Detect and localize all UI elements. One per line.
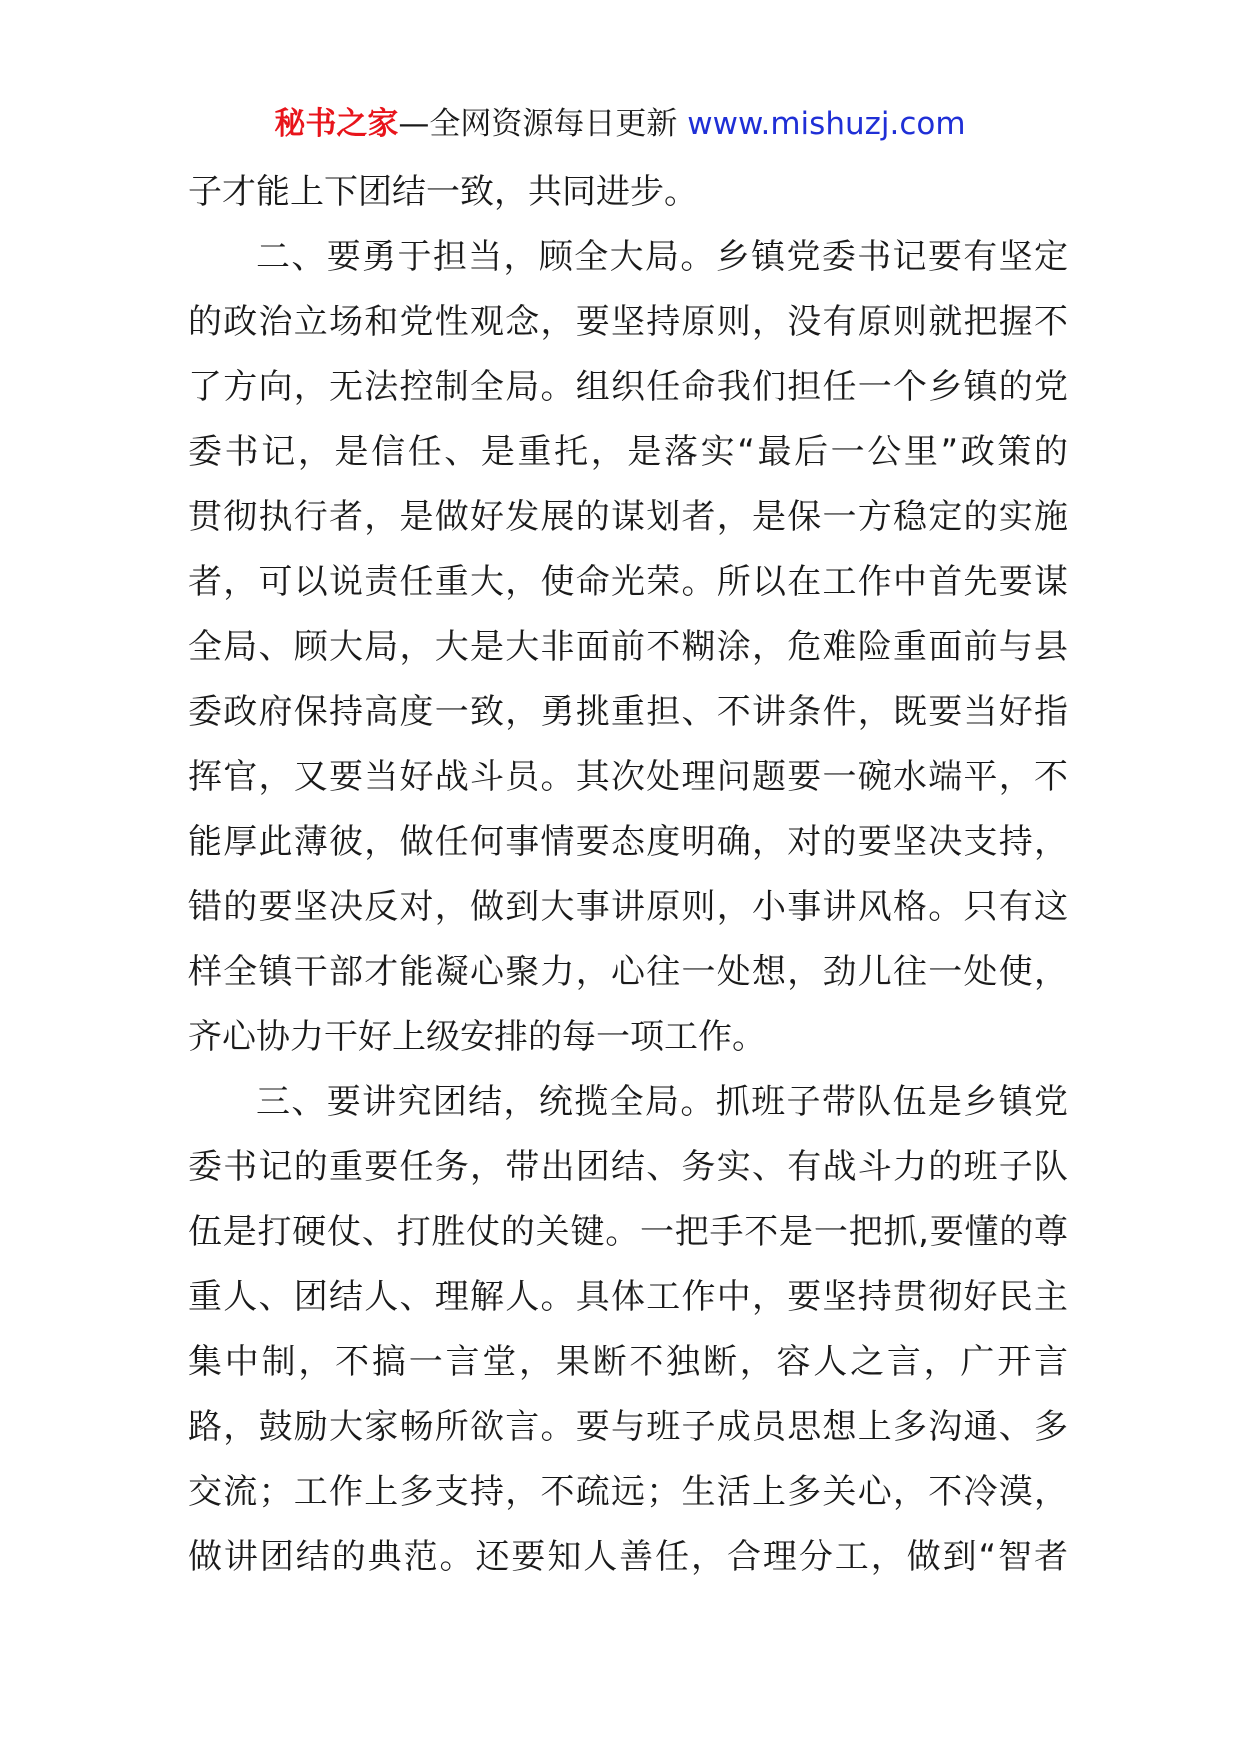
text-line: 重人、团结人、理解人。具体工作中，要坚持贯彻好民主 [188,1277,1068,1317]
text-line: 样全镇干部才能凝心聚力，心往一处想，劲儿往一处使， [188,952,1068,992]
text-line: 委书记，是信任、是重托，是落实“最后一公里”政策的 [188,432,1068,472]
text-line: 的政治立场和党性观念，要坚持原则，没有原则就把握不 [188,302,1068,342]
text-line: 了方向，无法控制全局。组织任命我们担任一个乡镇的党 [188,367,1068,407]
text-line: 委书记的重要任务，带出团结、务实、有战斗力的班子队 [188,1147,1068,1187]
site-brand: 秘书之家 [274,106,399,142]
text-line: 全局、顾大局，大是大非面前不糊涂，危难险重面前与县 [188,627,1068,667]
text-line: 贯彻执行者，是做好发展的谋划者，是保一方稳定的实施 [188,497,1068,537]
text-line: 子才能上下团结一致，共同进步。 [188,172,698,212]
text-line: 错的要坚决反对，做到大事讲原则，小事讲风格。只有这 [188,887,1068,927]
text-line: 齐心协力干好上级安排的每一项工作。 [188,1017,766,1057]
text-line: 能厚此薄彼，做任何事情要态度明确，对的要坚决支持， [188,822,1068,862]
site-slogan: —全网资源每日更新 [398,106,678,142]
section-heading-line: 二、要勇于担当，顾全大局。乡镇党委书记要有坚定 [256,237,1068,277]
site-header [0,102,1240,146]
text-line: 做讲团结的典范。还要知人善任，合理分工，做到“智者 [188,1537,1068,1577]
text-line: 路，鼓励大家畅所欲言。要与班子成员思想上多沟通、多 [188,1407,1068,1447]
document-body [188,160,1068,1590]
section-heading-line: 三、要讲究团结，统揽全局。抓班子带队伍是乡镇党 [256,1082,1068,1122]
text-line: 集中制，不搞一言堂，果断不独断，容人之言，广开言 [188,1342,1068,1382]
text-line: 交流；工作上多支持，不疏远；生活上多关心，不冷漠， [188,1472,1068,1512]
text-line: 者，可以说责任重大，使命光荣。所以在工作中首先要谋 [188,562,1068,602]
text-line: 挥官，又要当好战斗员。其次处理问题要一碗水端平，不 [188,757,1068,797]
text-line: 委政府保持高度一致，勇挑重担、不讲条件，既要当好指 [188,692,1068,732]
text-line: 伍是打硬仗、打胜仗的关键。一把手不是一把抓,要懂的尊 [188,1212,1068,1252]
site-url-link[interactable]: www.mishuzj.com [687,106,966,142]
